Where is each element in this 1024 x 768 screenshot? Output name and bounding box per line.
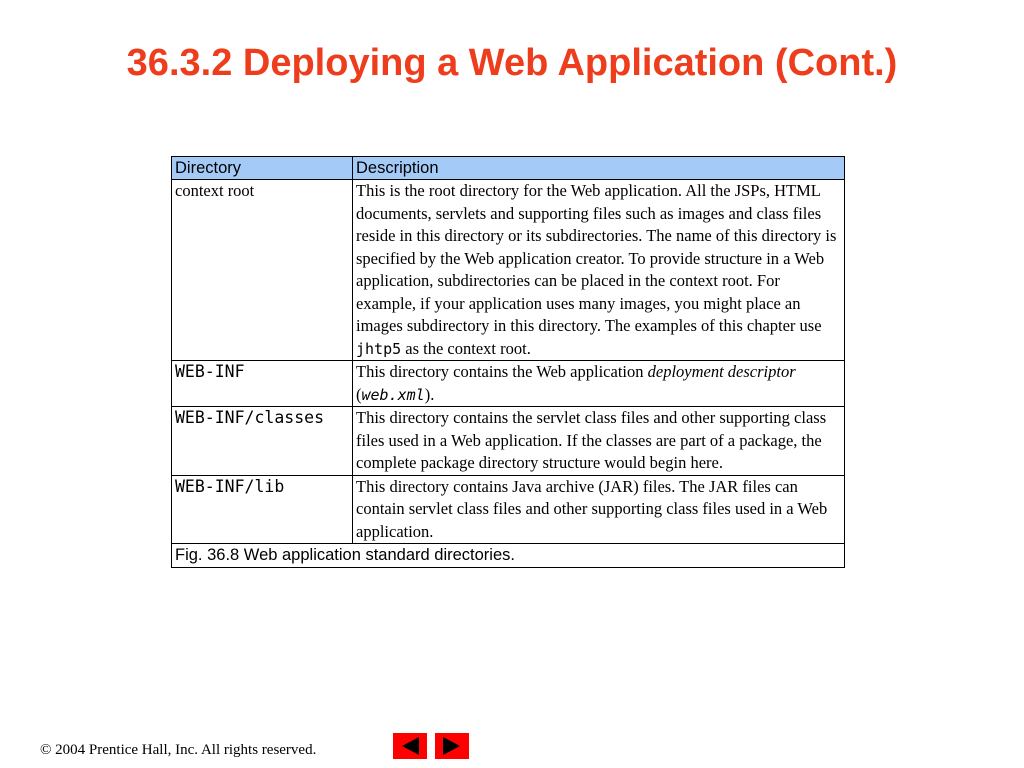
table-header-row: [172, 157, 845, 180]
code-text: jhtp5: [356, 339, 402, 358]
left-triangle-icon: [393, 733, 427, 759]
previous-slide-button[interactable]: [393, 733, 427, 759]
directory-cell: context root: [172, 180, 353, 361]
description-text: This directory contains the Web application: [356, 362, 648, 381]
directory-cell: WEB-INF: [172, 361, 353, 407]
directory-cell: WEB-INF/lib: [172, 475, 353, 544]
directory-cell: WEB-INF/classes: [172, 407, 353, 476]
slide-title: 36.3.2 Deploying a Web Application (Cont.): [126, 42, 898, 84]
table-caption-row: [172, 544, 845, 568]
description-text: as the context root.: [401, 338, 531, 358]
table-row: [172, 361, 845, 407]
right-triangle-icon: [435, 733, 469, 759]
directories-table: [171, 156, 845, 568]
copyright-symbol: ©: [40, 742, 52, 758]
copyright-text: 2004 Prentice Hall, Inc. All rights reserved.: [51, 742, 317, 758]
emphasis-text: deployment descriptor: [647, 362, 796, 381]
description-cell: This directory contains Java archive (JAR) files. The JAR files can contain servlet class files and other supporting class files used in a Web application.: [353, 475, 845, 544]
code-text: web.xml: [361, 385, 425, 404]
description-text: This is the root directory for the Web application. All the JSPs, HTML documents, servlets and supporting files such as images and class files reside in this directory or its subdirectories. The name of this directory is specified by the Web application creator. To provide structure in a Web application, subdirectories can be placed in the context root. For example, if your application uses many images, you might place an images subdirectory in this directory. The examples of this chapter use: [356, 181, 837, 335]
table-row: [172, 475, 845, 544]
figure-caption: Fig. 36.8 Web application standard directories.: [172, 544, 845, 568]
header-description: Description: [353, 157, 845, 180]
table-row: [172, 407, 845, 476]
table-row: [172, 180, 845, 361]
description-text: ).: [424, 384, 435, 404]
header-directory: Directory: [172, 157, 353, 180]
description-cell: [353, 361, 845, 407]
copyright-footer: [40, 742, 316, 759]
description-text: (: [356, 384, 362, 404]
next-slide-button[interactable]: [435, 733, 469, 759]
description-cell: [353, 180, 845, 361]
description-cell: This directory contains the servlet class files and other supporting class files used in a Web application. If the classes are part of a package, the complete package directory structure would begin here.: [353, 407, 845, 476]
